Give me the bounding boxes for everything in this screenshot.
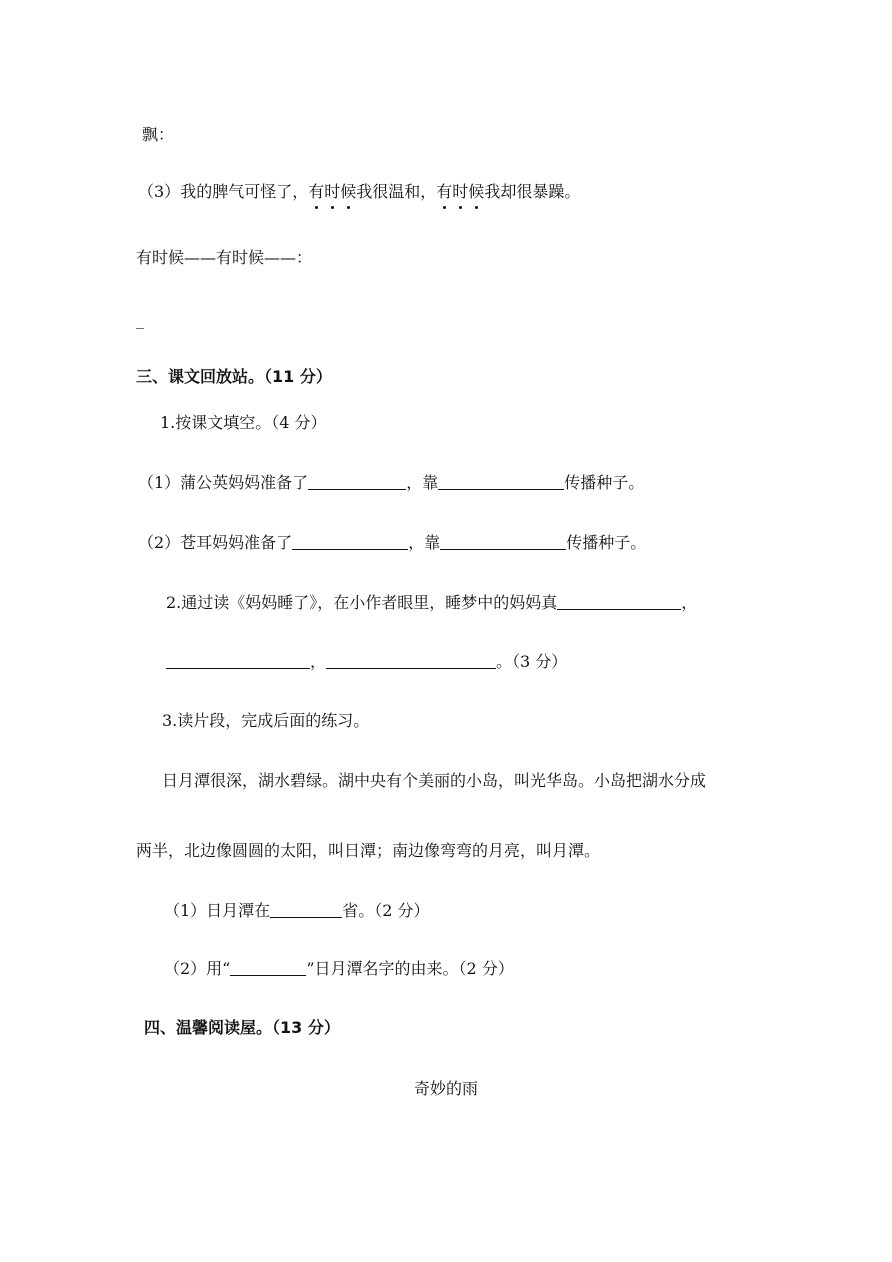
q1b-middle: ，靠 [408, 533, 441, 552]
section-3-q1a [138, 472, 644, 494]
sentence-part-c: 我却很暴躁。 [484, 182, 581, 201]
q2-prefix: 2.通过读《妈妈睡了》，在小作者眼里，睡梦中的妈妈真 [166, 593, 558, 612]
q2-comma: ， [681, 593, 698, 612]
passage-question-2 [164, 958, 514, 980]
p1-prefix: （1）日月潭在 [164, 901, 271, 920]
q1b-prefix: （2）苍耳妈妈准备了 [138, 533, 293, 552]
sentence-part-a: 我的脾气可怪了， [180, 182, 309, 201]
answer-dash: _ [136, 310, 144, 329]
answer-blank[interactable] [438, 473, 564, 490]
q2-line2-comma: ， [310, 652, 327, 671]
dotted-char: 时 [324, 182, 341, 201]
answer-blank[interactable] [230, 959, 306, 976]
section-3-q2-line2 [166, 651, 567, 673]
section-4-title: 四、温馨阅读屋。（13 分） [144, 1018, 340, 1037]
p2-suffix: ”日月潭名字的由来。（2 分） [306, 959, 514, 978]
dotted-char: 候 [340, 182, 357, 201]
q1a-suffix: 传播种子。 [564, 473, 645, 492]
sentence-part-b: 我很温和， [356, 182, 437, 201]
dotted-char: 有 [436, 182, 453, 201]
section-3-q1b [138, 532, 646, 554]
q1b-suffix: 传播种子。 [566, 533, 647, 552]
q1a-middle: ，靠 [406, 473, 439, 492]
q1a-prefix: （1）蒲公英妈妈准备了 [138, 473, 309, 492]
answer-blank[interactable] [292, 533, 408, 550]
section-3-q1: 1.按课文填空。（4 分） [160, 413, 327, 432]
dotted-char: 时 [452, 182, 469, 201]
text-piao: 飘： [142, 125, 175, 144]
practice-prompt: 有时候——有时候——： [136, 248, 313, 267]
answer-blank[interactable] [557, 593, 681, 610]
answer-blank[interactable] [166, 652, 310, 669]
section-3-title: 三、课文回放站。（11 分） [136, 367, 332, 386]
answer-blank[interactable] [326, 652, 496, 669]
question-number: （3） [138, 182, 181, 201]
answer-blank[interactable] [270, 901, 342, 918]
p2-prefix: （2）用“ [164, 959, 231, 978]
q2-end: 。（3 分） [496, 652, 568, 671]
p1-suffix: 省。（2 分） [342, 901, 430, 920]
question-3-sentence [138, 181, 580, 203]
section-3-q3: 3.读片段，完成后面的练习。 [162, 711, 370, 730]
story-title: 奇妙的雨 [413, 1079, 478, 1098]
passage-line-1: 日月潭很深，湖水碧绿。湖中央有个美丽的小岛，叫光华岛。小岛把湖水分成 [162, 771, 707, 790]
dotted-char: 候 [468, 182, 485, 201]
answer-blank[interactable] [308, 473, 406, 490]
section-3-q2 [166, 592, 697, 614]
dotted-char: 有 [308, 182, 325, 201]
answer-blank[interactable] [440, 533, 566, 550]
passage-question-1 [164, 900, 429, 922]
passage-line-2: 两半，北边像圆圆的太阳，叫日潭；南边像弯弯的月亮，叫月潭。 [136, 841, 601, 860]
